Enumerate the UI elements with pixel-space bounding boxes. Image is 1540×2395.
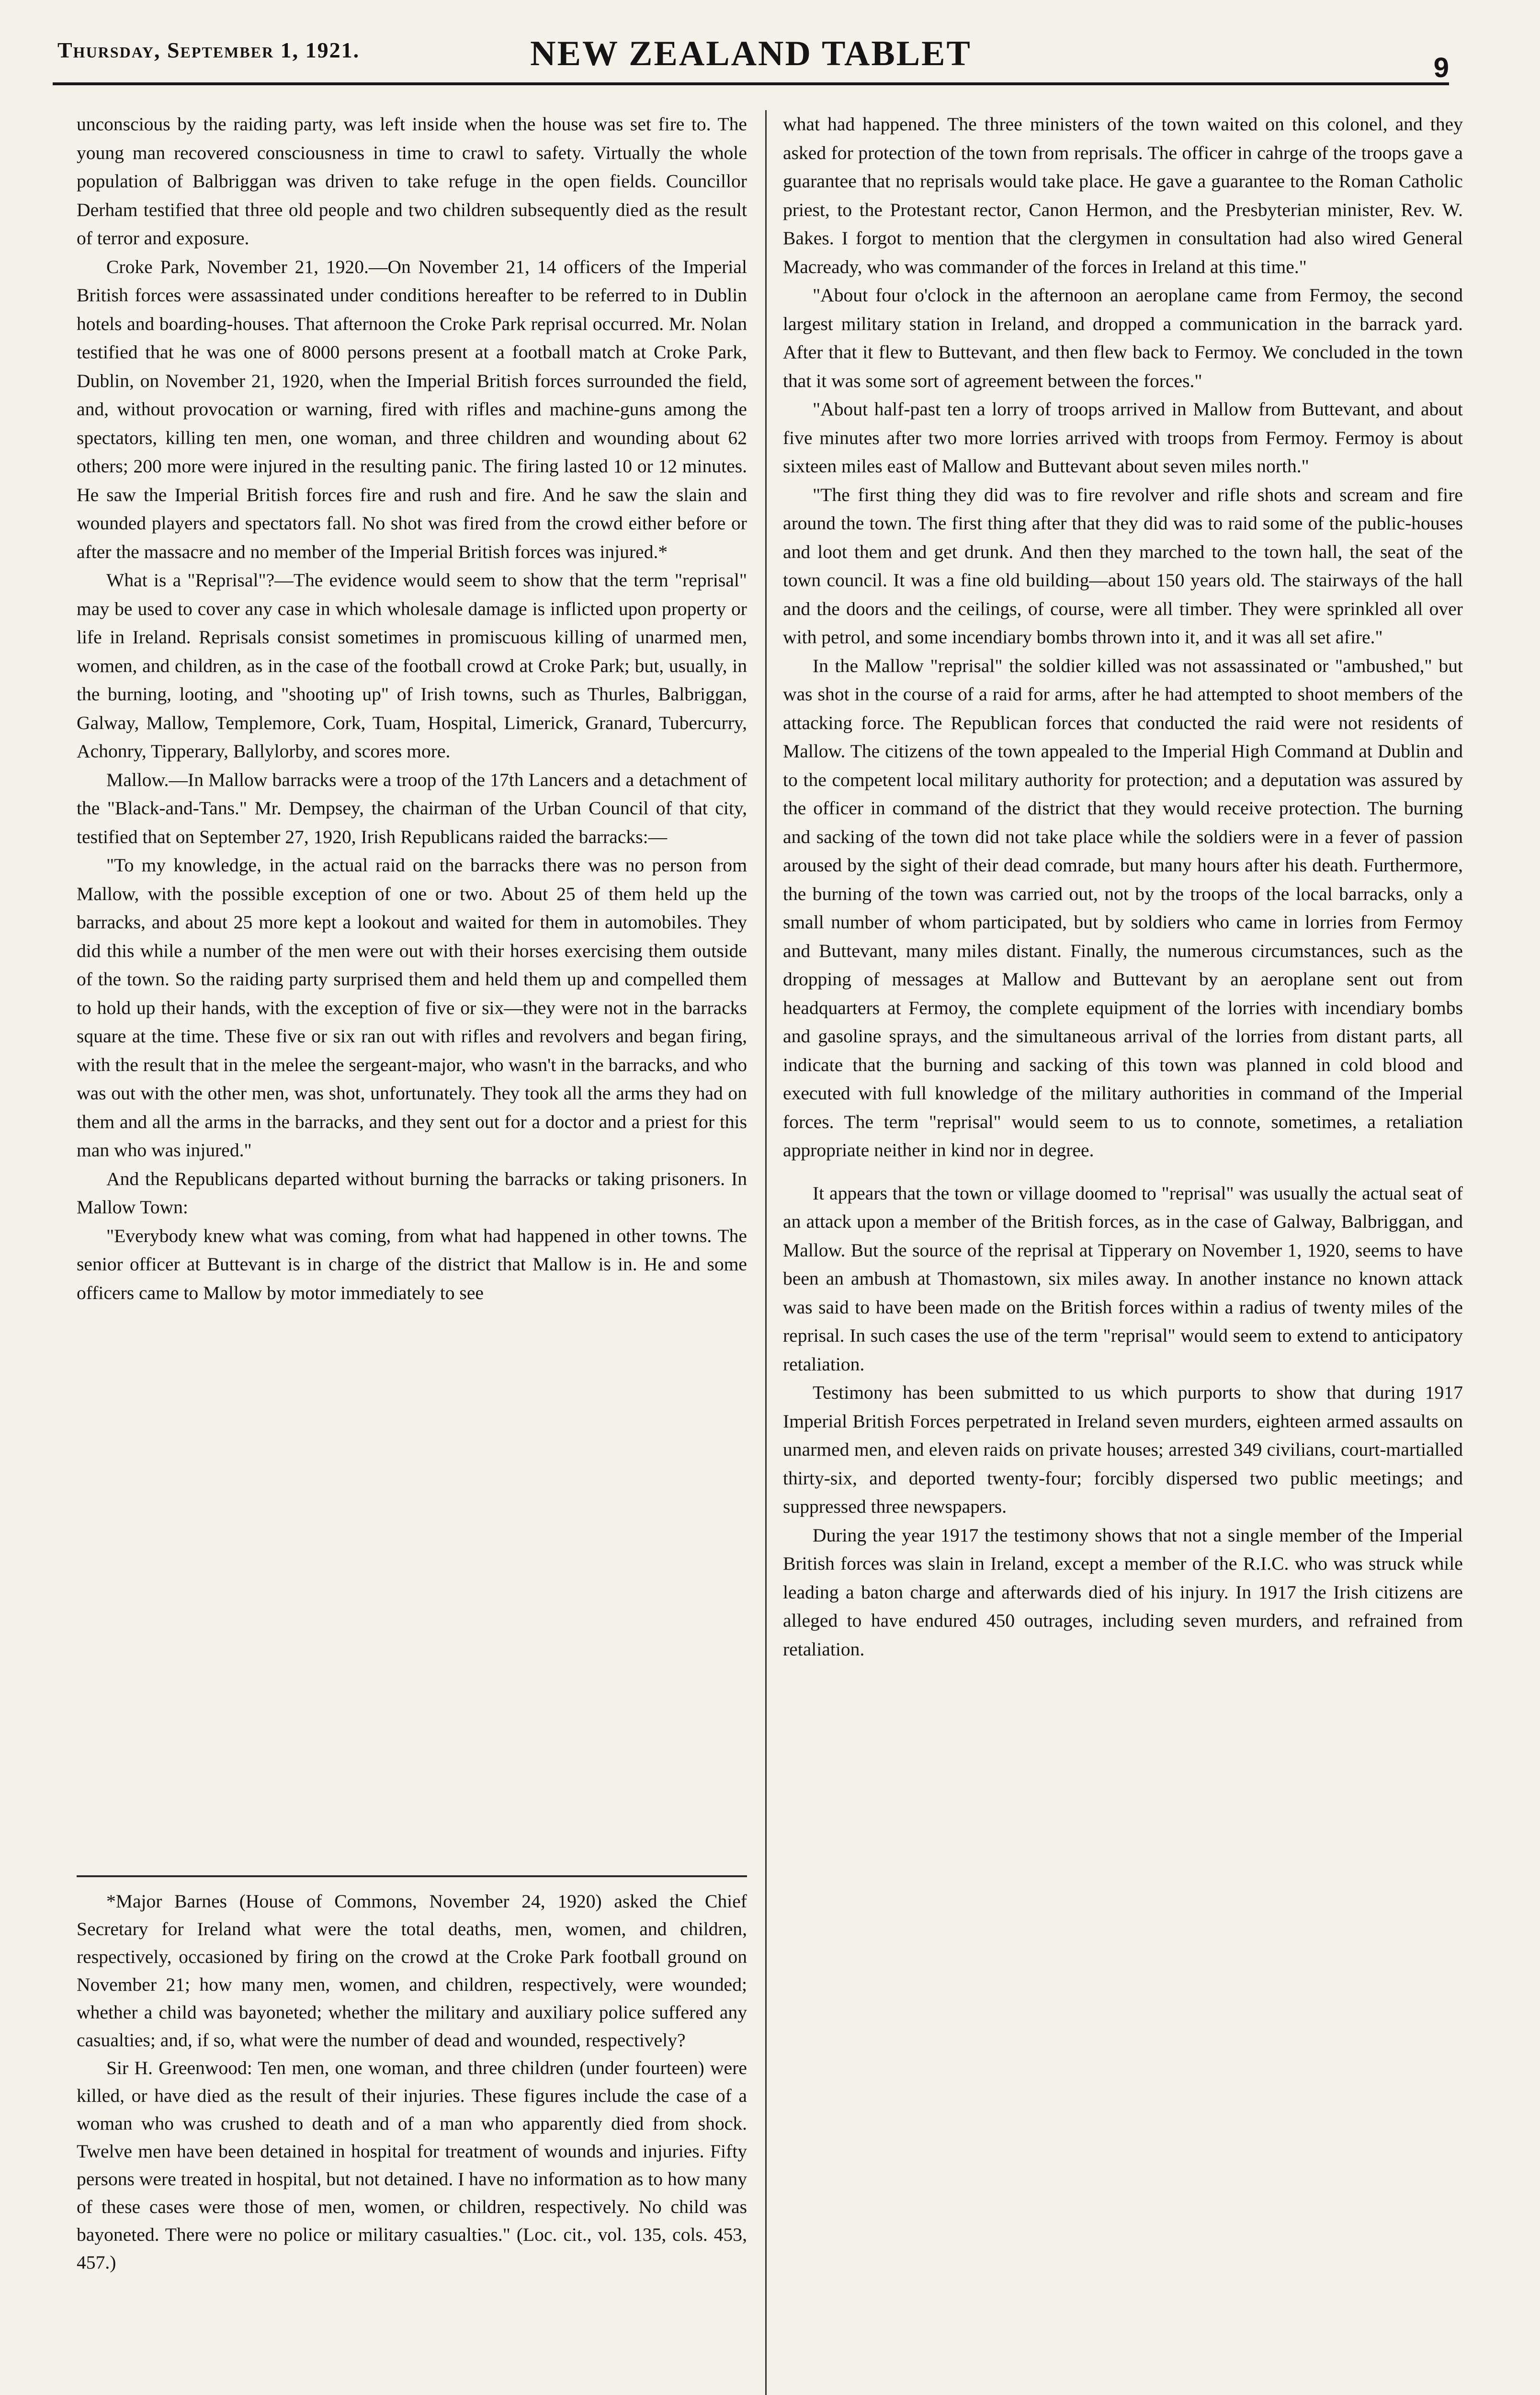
article-paragraph: Croke Park, November 21, 1920.—On November 21, 14 officers of the Imperial British forces were assassinated under conditions hereafter to be referred to in Dublin hotels and boarding-houses. That afternoon the Croke Park reprisal occurred. Mr. Nolan testified that he was one of 8000 persons present at a football match at Croke Park, Dublin, on November 21, 1920, when the Imperial British forces surrounded the field, and, without provocation or warning, fired with rifles and machine-guns among the spectators, killing ten men, one woman, and three children and wounding about 62 others; 200 more were injured in the resulting panic. The firing lasted 10 or 12 minutes. He saw the Imperial British forces fire and rush and fire. And he saw the slain and wounded players and spectators fall. No shot was fired from the crowd either before or after the massacre and no member of the Imperial British forces was injured.* (77, 256, 747, 562)
article-paragraph: "Everybody knew what was coming, from what had happened in other towns. The senior officer at Buttevant is in charge of the district that Mallow is in. He and some officers came to Mallow by motor immediately to see (77, 1225, 747, 1303)
article-paragraph: "To my knowledge, in the actual raid on the barracks there was no person from Mallow, with the possible exception of one or two. About 25 of them held up the barracks, and about 25 more kept a lookout and waited for them in automobiles. They did this while a number of the men were out with their horses exercising them outside of the town. So the raiding party surprised them and held them up and compelled them to hold up their hands, with the exception of five or six—they were not in the barracks square at the time. These five or six ran out with rifles and revolvers and began firing, with the result that in the melee the sergeant-major, who wasn't in the barracks, and who was out with the other men, was shot, unfortunately. They took all the arms they had on them and all the arms in the barracks, and they sent out for a doctor and a priest for this man who was injured." (77, 855, 747, 1161)
article-paragraph: It appears that the town or village doomed to "reprisal" was usually the actual seat of an attack upon a member of the British forces, as in the case of Galway, Balbriggan, and Mallow. But the source of the reprisal at Tipperary on November 1, 1920, seems to have been an ambush at Thomastown, six miles away. In another instance no known attack was said to have been made on the British forces within a radius of twenty miles of the reprisal. In such cases the use of the term "reprisal" would seem to extend to anticipatory retaliation. (783, 1182, 1463, 1375)
footnote (77, 1887, 747, 2395)
publication-title: NEW ZEALAND TABLET (530, 34, 972, 73)
article-paragraph: unconscious by the raiding party, was left inside when the house was set fire to. The young man recovered consciousness in time to crawl to safety. Virtually the whole population of Balbriggan was driven to take refuge in the open fields. Councillor Derham testified that three old people and two children subsequently died as the result of terror and exposure. (77, 114, 747, 249)
footnote-paragraph: *Major Barnes (House of Commons, November 24, 1920) asked the Chief Secretary for Ireland what were the total deaths, men, women, and children, respectively, occasioned by firing on the crowd at the Croke Park football ground on November 21; how many men, women, and children, respectively, were wounded; whether a child was bayoneted; whether the military and auxiliary police suffered any casualties; and, if so, what were the number of dead and wounded, respectively? (77, 1891, 747, 2051)
article-paragraph: During the year 1917 the testimony shows that not a single member of the Imperial British forces was slain in Ireland, except a member of the R.I.C. who was struck while leading a baton charge and afterwards died of his injury. In 1917 the Irish citizens are alleged to have endured 450 outrages, including seven murders, and refrained from retaliation. (783, 1524, 1463, 1660)
article-paragraph: Mallow.—In Mallow barracks were a troop of the 17th Lancers and a detachment of the "Black-and-Tans." Mr. Dempsey, the chairman of the Urban Council of that city, testified that on September 27, 1920, Irish Republicans raided the barracks:— (77, 769, 747, 847)
left-column (77, 110, 747, 1863)
article-paragraph: What is a "Reprisal"?—The evidence would seem to show that the term "reprisal" may be used to cover any case in which wholesale damage is inflicted upon property or life in Ireland. Reprisals consist sometimes in promiscuous killing of unarmed men, women, and children, as in the case of the football crowd at Croke Park; but, usually, in the burning, looting, and "shooting up" of Irish towns, such as Thurles, Balbriggan, Galway, Mallow, Templemore, Cork, Tuam, Hospital, Limerick, Granard, Tubercurry, Achonry, Tipperary, Ballylorby, and scores more. (77, 570, 747, 762)
article-paragraph: Testimony has been submitted to us which purports to show that during 1917 Imperial British Forces perpetrated in Ireland seven murders, eighteen armed assaults on unarmed men, and eleven raids on private houses; arrested 349 civilians, court-martialled thirty-six, and deported twenty-four; forcibly dispersed two public meetings; and suppressed three newspapers. (783, 1382, 1463, 1517)
article-paragraph: "About four o'clock in the afternoon an aeroplane came from Fermoy, the second largest military station in Ireland, and dropped a communication in the barrack yard. After that it flew to Buttevant, and then flew back to Fermoy. We concluded in the town that it was some sort of agreement between the forces." (783, 285, 1463, 391)
masthead-rule (53, 82, 1449, 85)
page-number: 9 (1433, 52, 1449, 83)
article-paragraph: In the Mallow "reprisal" the soldier killed was not assassinated or "ambushed," but was shot in the course of a raid for arms, after he had attempted to shoot members of the attacking force. The Republican forces that conducted the raid were not residents of Mallow. The citizens of the town appealed to the Imperial High Command at Dublin and to the competent local military authority for protection; and a deputation was assured by the officer in command of the district that they would receive protection. The burning and sacking of the town did not take place while the soldiers were in a fever of passion aroused by the sight of their dead comrade, but many hours after his death. Furthermore, the burning of the town was carried out, not by the troops of the local barracks, only a small number of whom participated, but by soldiers who came in lorries from Fermoy and Buttevant, many miles distant. Finally, the numerous circumstances, such as the dropping of messages at Mallow and Buttevant by an aeroplane sent out from headquarters at Fermoy, the complete equipment of the lorries with incendiary bombs and gasoline sprays, and the simultaneous arrival of the lorries from distant parts, all indicate that the burning and sacking of this town was planned in cold blood and executed with full knowledge of the military authorities in command of the Imperial forces. The term "reprisal" would seem to us to connote, sometimes, a retaliation appropriate neither in kind nor in degree. (783, 655, 1463, 1161)
footnote-rule (77, 1875, 747, 1877)
article-paragraph: "The first thing they did was to fire revolver and rifle shots and scream and fire around the town. The first thing after that they did was to raid some of the public-houses and loot them and get drunk. And then they marched to the town hall, the seat of the town council. It was a fine old building—about 150 years old. The stairways of the hall and the doors and the ceilings, of course, were all timber. They were sprinkled all over with petrol, and some incendiary bombs thrown into it, and it was all set afire." (783, 484, 1463, 648)
column-divider (765, 110, 767, 2395)
masthead (53, 29, 1449, 86)
article-paragraph: "About half-past ten a lorry of troops arrived in Mallow from Buttevant, and about five minutes after two more lorries arrived with troops from Fermoy. Fermoy is about sixteen miles east of Mallow and Buttevant about seven miles north." (783, 399, 1463, 477)
article-paragraph: And the Republicans departed without burning the barracks or taking prisoners. In Mallow Town: (77, 1168, 747, 1218)
issue-date: Thursday, September 1, 1921. (57, 38, 360, 62)
footnote-paragraph: Sir H. Greenwood: Ten men, one woman, and three children (under fourteen) were killed, or have died as the result of their injuries. These figures include the case of a woman who was crushed to death and of a man who apparently died from shock. Twelve men have been detained in hospital for treatment of wounds and injuries. Fifty persons were treated in hospital, but not detained. I have no information as to how many of these cases were those of men, women, or children, respectively. No child was bayoneted. There were no police or military casualties." (Loc. cit., vol. 135, cols. 453, 457.) (77, 2057, 747, 2273)
right-column (783, 110, 1463, 2395)
article-paragraph: what had happened. The three ministers of the town waited on this colonel, and they asked for protection of the town from reprisals. The officer in cahrge of the troops gave a guarantee that no reprisals would take place. He gave a guarantee to the Roman Catholic priest, to the Protestant rector, Canon Hermon, and the Presbyterian minister, Rev. W. Bakes. I forgot to mention that the clergymen in consultation had also wired General Macready, who was commander of the forces in Ireland at this time." (783, 114, 1463, 277)
